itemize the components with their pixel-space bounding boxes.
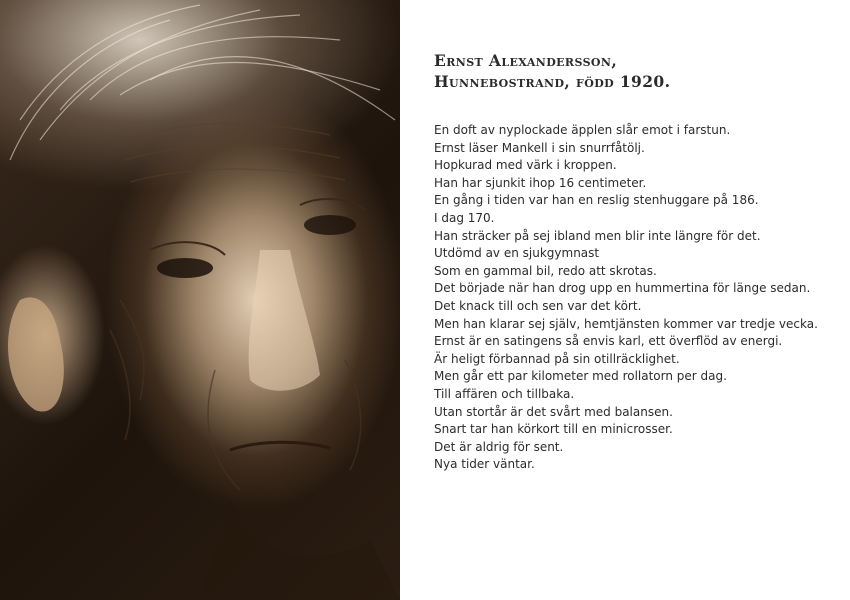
poem-line: Nya tider väntar.	[434, 457, 535, 472]
poem-body	[434, 122, 844, 474]
poem-line: Hopkurad med värk i kroppen.	[434, 158, 617, 173]
heading-line-name: Ernst Alexandersson,	[434, 51, 618, 70]
nose-shape	[249, 250, 320, 391]
portrait-photo	[0, 0, 400, 600]
chin-shadow	[200, 500, 400, 600]
poem-line: Han har sjunkit ihop 16 centimeter.	[434, 175, 647, 190]
poem-line: Är heligt förbannad på sin otillräcklighet.	[434, 351, 680, 366]
heading-line-place: Hunnebostrand, född 1920.	[434, 72, 671, 91]
poem-line: Utan stortår är det svårt med balansen.	[434, 404, 673, 419]
ear-shape	[8, 297, 64, 411]
poem-line: En doft av nyplockade äpplen slår emot i farstun.	[434, 123, 731, 137]
poem-line: Som en gammal bil, redo att skrotas.	[434, 263, 657, 278]
text-page	[400, 0, 850, 600]
poem-line: Det är aldrig för sent.	[434, 439, 564, 454]
poem-line: Det knack till och sen var det kört.	[434, 298, 642, 313]
forehead-wrinkles	[125, 124, 345, 182]
poem-line: En gång i tiden var han en reslig stenhuggare på 186.	[434, 193, 759, 208]
poem-line: Ernst är en satingens så envis karl, ett överflöd av energi.	[434, 334, 783, 349]
poem-heading	[434, 50, 834, 92]
poem-line: I dag 170.	[434, 210, 495, 225]
poem-line: Ernst läser Mankell i sin snurrfåtölj.	[434, 140, 645, 155]
poem-line: Utdömd av en sjukgymnast	[434, 246, 600, 261]
poem-line: Han sträcker på sej ibland men blir inte längre för det.	[434, 228, 761, 243]
poem-line: Till affären och tillbaka.	[434, 386, 575, 401]
cheek-creases	[110, 300, 361, 490]
mouth-line	[230, 442, 330, 450]
eyes	[150, 199, 365, 278]
poem-line: Men han klarar sej själv, hemtjänsten kommer var tredje vecka.	[434, 316, 818, 331]
poem-line: Snart tar han körkort till en minicrosser.	[434, 422, 673, 437]
poem-line: Men går ett par kilometer med rollatorn per dag.	[434, 369, 727, 384]
portrait-illustration	[0, 0, 400, 600]
hair-strands	[10, 5, 395, 160]
poem-line: Det började när han drog upp en hummertina för länge sedan.	[434, 281, 811, 296]
